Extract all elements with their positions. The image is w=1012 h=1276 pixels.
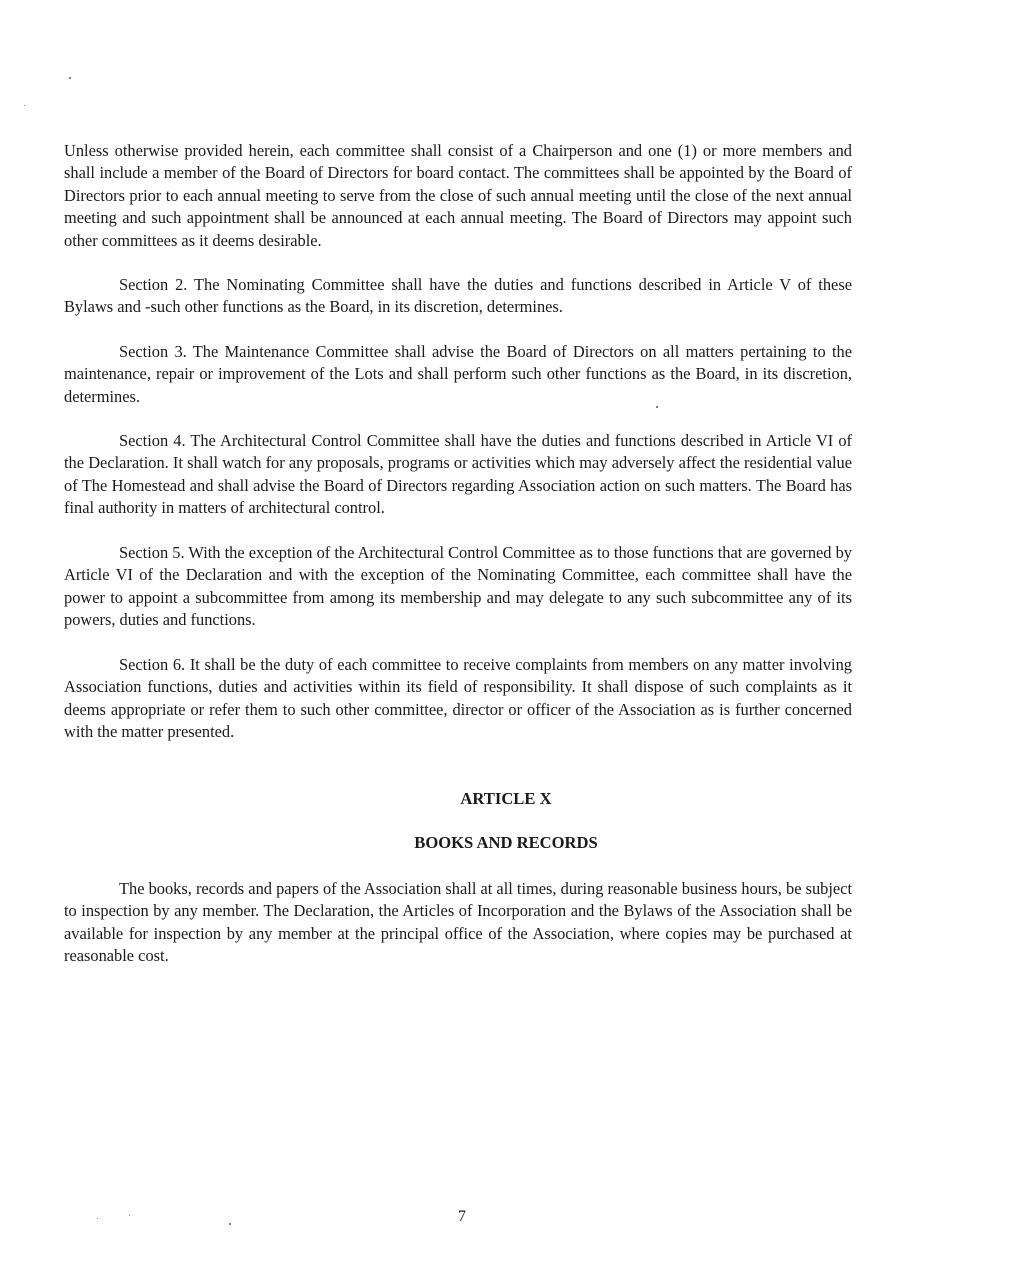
paragraph-section-5: Section 5. With the exception of the Architectural Control Committee as to those functions that are governed by Article VI of the Declaration and with the exception of the Nominating Committee, each committee shall have the power to appoint a subcommittee from among its membership and may delegate to any such subcommittee any of its powers, duties and functions. (64, 543, 852, 630)
page-number: 7 (458, 1208, 466, 1225)
paragraph-section-4: Section 4. The Architectural Control Committee shall have the duties and functions described in Article VI of the Declaration. It shall watch for any proposals, programs or activities which may adversely affect the residential value of The Homestead and shall advise the Board of Directors regarding Association action on such matters. The Board has final authority in matters of architectural control. (64, 431, 852, 518)
article-title: BOOKS AND RECORDS (414, 833, 598, 852)
paragraph-section-6: Section 6. It shall be the duty of each committee to receive complaints from members on any matter involving Association functions, duties and activities within its field of responsibility. It shall dispose of such complaints as it deems appropriate or refer them to such other committee, director or officer of the Association as is further concerned with the matter presented. (64, 655, 852, 742)
article-heading: ARTICLE X (460, 789, 552, 808)
scan-speck (24, 105, 25, 106)
scan-speck (69, 77, 71, 79)
paragraph-committee-composition: Unless otherwise provided herein, each committee shall consist of a Chairperson and one (1) or more members and shall include a member of the Board of Directors for board contact. The committees shall be appointed by the Board of Directors prior to each annual meeting to serve from the close of such annual meeting until the close of the next annual meeting and such appointment shall be announced at each annual meeting. The Board of Directors may appoint such other committees as it deems desirable. (64, 141, 852, 250)
paragraph-section-2: Section 2. The Nominating Committee shall have the duties and functions described in Article V of these Bylaws and -such other functions as the Board, in its discretion, determines. (64, 275, 852, 317)
paragraph-books-and-records: The books, records and papers of the Association shall at all times, during reasonable business hours, be subject to inspection by any member. The Declaration, the Articles of Incorporation and the Bylaws of the Association shall be available for inspection by any member at the principal office of the Association, where copies may be purchased at reasonable cost. (64, 879, 852, 966)
paragraph-section-3: Section 3. The Maintenance Committee shall advise the Board of Directors on all matters pertaining to the maintenance, repair or improvement of the Lots and shall perform such other functions as the Board, in its discretion, determines. (64, 342, 852, 406)
